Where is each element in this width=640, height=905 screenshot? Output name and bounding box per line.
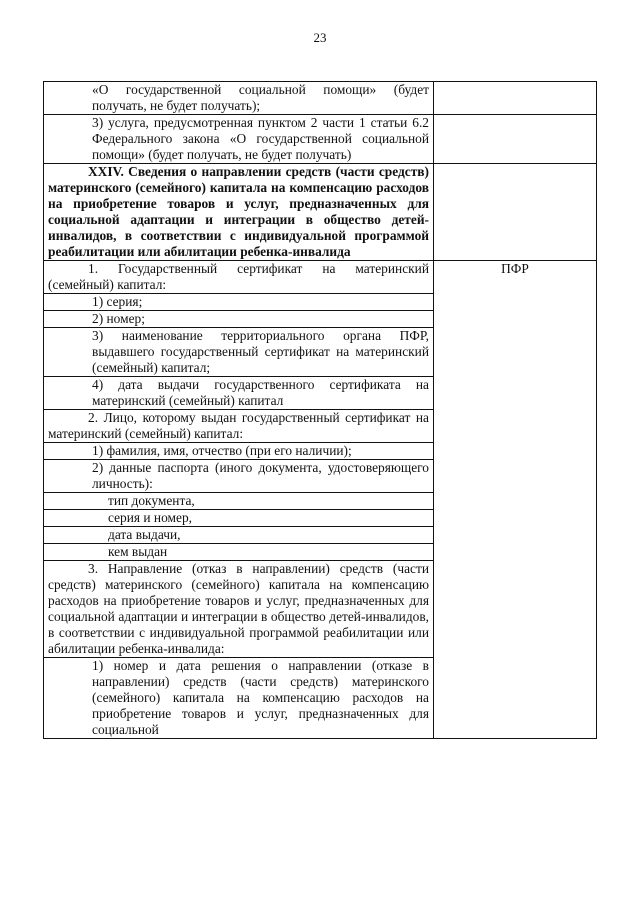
row-text: тип документа, [44,493,434,510]
page-number: 23 [313,30,327,45]
row-text: 3) наименование территориального органа ПФР, выдавшего государственный сертификат на материнский (семейный) капитал; [44,328,434,377]
row-text: кем выдан [44,544,434,561]
table-row [44,82,597,115]
row-agency [434,164,597,261]
row-text: 1. Государственный сертификат на материнский (семейный) капитал: [44,261,434,294]
row-text: 1) номер и дата решения о направлении (отказе в направлении) средств (части средств) материнского (семейного) капитала на компенсацию расходов на приобретение товаров и услуг, предназначенных для социальной [44,658,434,739]
row-text: 2) данные паспорта (иного документа, удостоверяющего личность): [44,460,434,493]
row-text: 3) услуга, предусмотренная пунктом 2 части 1 статьи 6.2 Федерального закона «О государственной социальной помощи» (будет получать, не будет получать) [44,115,434,164]
row-text: «О государственной социальной помощи» (будет получать, не будет получать); [44,82,434,115]
table-row [44,261,597,294]
row-agency [434,115,597,164]
row-agency-pfr: ПФР [434,261,597,739]
row-text: 4) дата выдачи государственного сертификата на материнский (семейный) капитал [44,377,434,410]
row-text: серия и номер, [44,510,434,527]
row-text: дата выдачи, [44,527,434,544]
table-row [44,115,597,164]
row-text: 2. Лицо, которому выдан государственный сертификат на материнский (семейный) капитал: [44,410,434,443]
row-text: 3. Направление (отказ в направлении) средств (части средств) материнского (семейного) капитала на компенсацию расходов на приобретение товаров и услуг, предназначенных для социальной адаптации и интеграции в общество детей-инвалидов, в соответствии с индивидуальной программой реабилитации или абилитации ребенка-инвалида: [44,561,434,658]
data-table [43,81,597,739]
row-text: 1) серия; [44,294,434,311]
section-heading: XXIV. Сведения о направлении средств (части средств) материнского (семейного) капитала на компенсацию расходов на приобретение товаров и услуг, предназначенных для социальной адаптации и интеграции в общество детей-инвалидов, в соответствии с индивидуальной программой реабилитации или абилитации ребенка-инвалида [44,164,434,261]
row-text: 1) фамилия, имя, отчество (при его наличии); [44,443,434,460]
section-heading-row [44,164,597,261]
row-agency [434,82,597,115]
row-text: 2) номер; [44,311,434,328]
